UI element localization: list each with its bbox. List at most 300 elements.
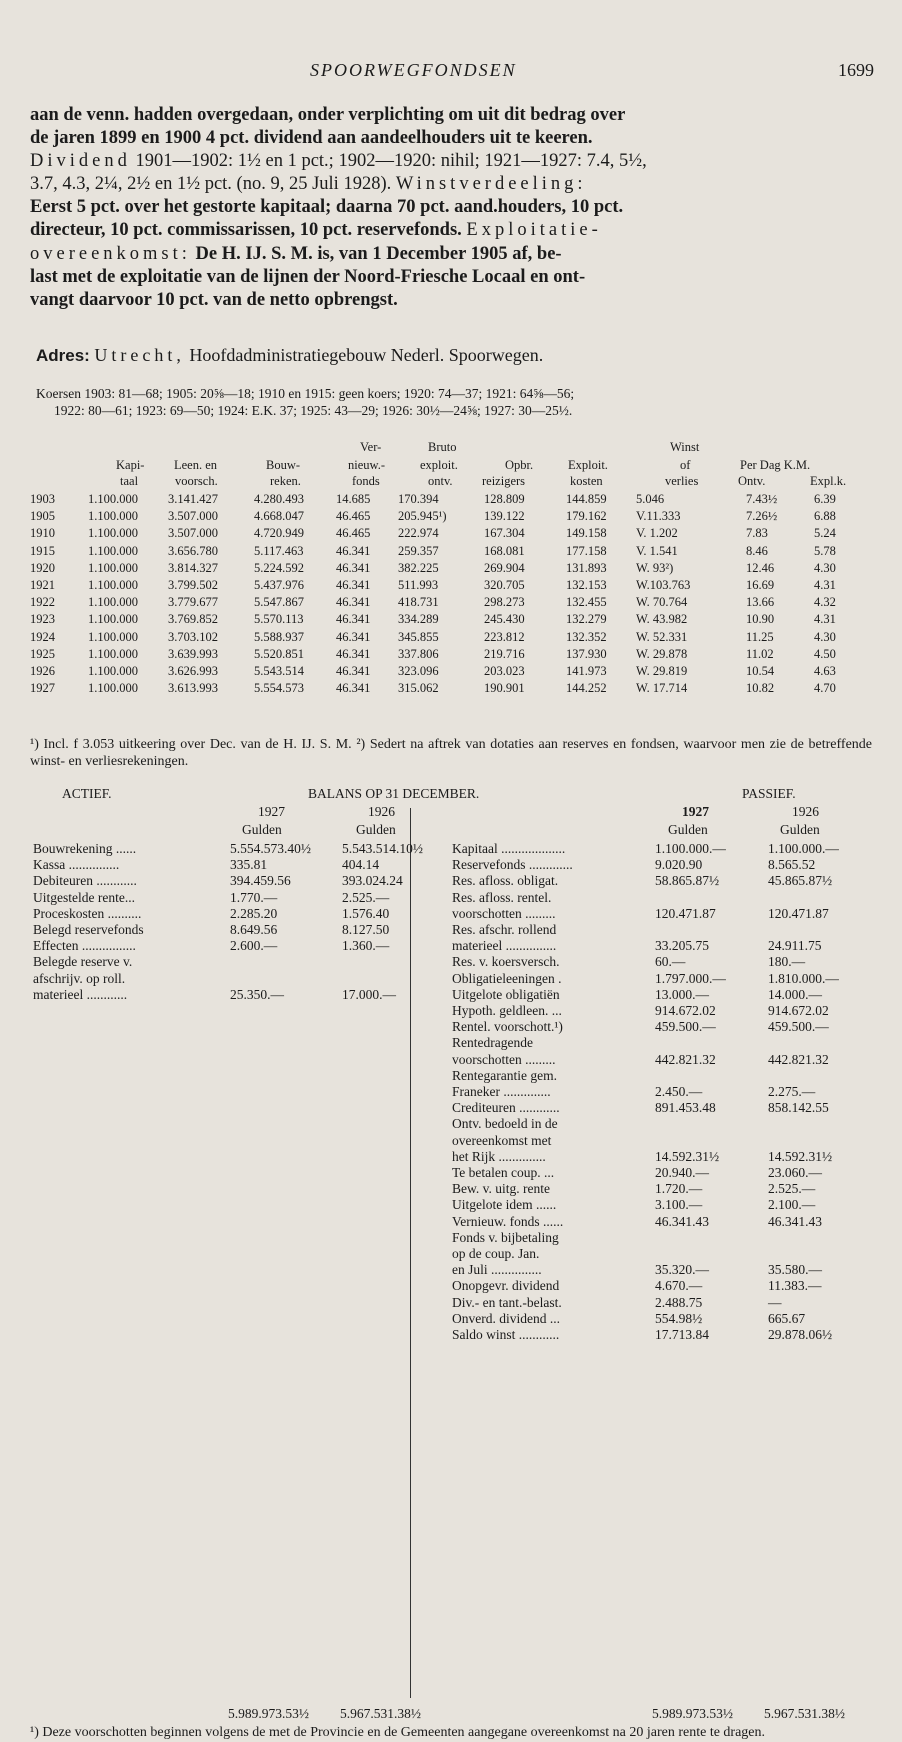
passief-v2: 180.— — [768, 954, 806, 970]
cell-vern: 46.341 — [336, 578, 371, 592]
cell-bouw: 5.588.937 — [254, 629, 304, 644]
passief-v2: 8.565.52 — [768, 857, 816, 873]
cell-leen: 3.626.993 — [168, 664, 218, 678]
col-header: Kapi- — [116, 458, 145, 472]
passief-v2: — — [768, 1294, 782, 1310]
passief-v2: 23.060.— — [768, 1165, 822, 1180]
passief-v2: 14.000.— — [768, 986, 822, 1002]
passief-v1: 1.100.000.— — [655, 841, 726, 856]
cell-kap: 1.100.000 — [88, 629, 138, 644]
total-actief-1927: 5.989.973.53½ — [228, 1706, 309, 1721]
exploitation-footnote: ¹) Incl. f 3.053 uitkeering over Dec. van de H. IJ. S. M. ²) Sedert na aftrek van dotaties aan reserves en fondsen, waarvoor men zie de betreffende winst- en verliesrekeningen. — [30, 737, 872, 769]
year-header: 1927 — [258, 804, 285, 819]
cell-leen: 3.799.502 — [168, 578, 218, 592]
cell-ontv: 10.82 — [746, 681, 775, 696]
cell-bruto: 337.806 — [398, 646, 439, 661]
actief-v1: 8.649.56 — [230, 922, 278, 937]
overeenkomst-label: overeenkomst: — [30, 243, 191, 264]
cell-bruto: 259.357 — [398, 543, 439, 558]
cell-opbr: 167.304 — [484, 526, 525, 541]
passief-label: Obligatieleeningen . — [452, 970, 562, 986]
passief-label: Res. afloss. rentel. — [452, 889, 552, 905]
actief-v2: 1.576.40 — [342, 905, 390, 921]
cell-kap: 1.100.000 — [88, 664, 138, 678]
cell-bruto: 511.993 — [398, 578, 439, 592]
column-divider — [410, 808, 411, 1698]
cell-vern: 46.465 — [336, 509, 371, 524]
actief-v2: 2.525.— — [342, 889, 390, 905]
actief-v2: 1.360.— — [342, 938, 390, 954]
cell-ontv: 11.25 — [746, 629, 774, 644]
passief-v1: 914.672.02 — [655, 1003, 716, 1018]
passief-v1: 1.797.000.— — [655, 970, 726, 986]
passief-v1: 442.821.32 — [655, 1051, 716, 1067]
col-header: Per Dag K.M. — [740, 458, 811, 472]
cell-expl: 4.31 — [814, 612, 836, 627]
cell-opbr: 190.901 — [484, 681, 525, 696]
col-header: Exploit. — [568, 458, 608, 472]
text-line: vangt daarvoor 10 pct. van de netto opbrengst. — [30, 289, 398, 310]
dividend-text-2: 3.7, 4.3, 2¼, 2½ en 1½ pct. (no. 9, 25 Juli 1928). — [30, 174, 396, 195]
cell-expl: 4.32 — [814, 595, 836, 610]
actief-v1: 25.350.— — [230, 986, 284, 1002]
passief-label: Onopgevr. dividend — [452, 1278, 560, 1294]
col-header: of — [680, 458, 691, 472]
passief-v1: 4.670.— — [655, 1278, 703, 1294]
cell-year: 1922 — [30, 595, 55, 610]
actief-v2: 5.543.514.10½ — [342, 841, 423, 856]
cell-expl: 4.30 — [814, 629, 836, 644]
cell-ontv: 16.69 — [746, 578, 775, 592]
page-number: 1699 — [838, 60, 874, 80]
passief-v1: 3.100.— — [655, 1197, 703, 1213]
cell-winst: W. 70.764 — [636, 595, 688, 610]
cell-leen: 3.141.427 — [168, 492, 218, 506]
address-text: Hoofdadministratiegebouw Nederl. Spoorwegen. — [184, 345, 544, 365]
cell-kost: 132.352 — [566, 629, 607, 644]
cell-kost: 137.930 — [566, 646, 607, 661]
passief-v1: 35.320.— — [655, 1262, 709, 1278]
passief-v2: 46.341.43 — [768, 1213, 822, 1229]
cell-expl: 6.39 — [814, 492, 836, 506]
actief-v2: 393.024.24 — [342, 873, 403, 889]
cell-opbr: 298.273 — [484, 595, 525, 610]
col-header: exploit. — [420, 458, 458, 472]
col-header: fonds — [352, 474, 380, 488]
cell-winst: W. 43.982 — [636, 612, 688, 627]
cell-year: 1915 — [30, 543, 55, 558]
col-header: taal — [120, 474, 139, 488]
passief-label: Vernieuw. fonds ...... — [452, 1213, 564, 1229]
col-header: Ontv. — [738, 474, 766, 488]
cell-kap: 1.100.000 — [88, 543, 138, 558]
text-segment: De H. IJ. S. M. is, van 1 December 1905 af, be- — [190, 243, 562, 264]
passief-v1: 58.865.87½ — [655, 873, 720, 889]
passief-v1: 459.500.— — [655, 1019, 716, 1035]
cell-kap: 1.100.000 — [88, 578, 138, 592]
cell-expl: 4.70 — [814, 681, 836, 696]
cell-year: 1926 — [30, 664, 55, 678]
passief-v2: 14.592.31½ — [768, 1148, 833, 1164]
cell-bouw: 4.720.949 — [254, 526, 304, 541]
passief-v2: 442.821.32 — [768, 1051, 829, 1067]
cell-vern: 46.341 — [336, 681, 371, 696]
cell-bruto: 170.394 — [398, 492, 439, 506]
passief-v2: 11.383.— — [768, 1278, 822, 1294]
cell-kap: 1.100.000 — [88, 681, 138, 696]
passief-label: Rentel. voorschott.¹) — [452, 1019, 563, 1035]
cell-year: 1923 — [30, 612, 55, 627]
col-header: Leen. en — [174, 458, 218, 472]
cell-ontv: 7.26½ — [746, 509, 778, 524]
actief-label: materieel ............ — [33, 986, 128, 1002]
cell-ontv: 8.46 — [746, 543, 768, 558]
cell-kap: 1.100.000 — [88, 492, 138, 506]
cell-kost: 144.859 — [566, 492, 607, 506]
unit-header: Gulden — [356, 822, 396, 837]
passief-v1: 2.450.— — [655, 1084, 703, 1099]
cell-leen: 3.703.102 — [168, 629, 218, 644]
passief-label: Res. afloss. obligat. — [452, 873, 559, 889]
cell-winst: 5.046 — [636, 492, 665, 506]
passief-v1: 13.000.— — [655, 986, 709, 1002]
passief-v1: 14.592.31½ — [655, 1148, 720, 1164]
year-header: 1927 — [682, 804, 709, 819]
cell-vern: 46.341 — [336, 543, 371, 558]
cell-bruto: 323.096 — [398, 664, 439, 678]
cell-winst: W. 29.878 — [636, 646, 688, 661]
text-line: Eerst 5 pct. over het gestorte kapitaal; daarna 70 pct. aand.houders, 10 pct. — [30, 197, 624, 218]
passief-label: overeenkomst met — [452, 1132, 552, 1148]
passief-v1: 60.— — [655, 954, 686, 970]
cell-year: 1925 — [30, 646, 55, 661]
passief-v2: 459.500.— — [768, 1019, 829, 1035]
cell-ontv: 7.83 — [746, 526, 768, 541]
cell-bouw: 5.570.113 — [254, 612, 304, 627]
passief-v2: 45.865.87½ — [768, 873, 833, 889]
passief-label: Te betalen coup. ... — [452, 1165, 555, 1180]
cell-bouw: 5.554.573 — [254, 681, 304, 696]
table-row — [30, 578, 872, 595]
passief-v2: 29.878.06½ — [768, 1327, 833, 1342]
passief-v1: 17.713.84 — [655, 1327, 709, 1342]
cell-bouw: 5.543.514 — [254, 664, 304, 678]
cell-ontv: 7.43½ — [746, 492, 778, 506]
cell-ontv: 12.46 — [746, 560, 775, 575]
actief-label: Proceskosten .......... — [33, 905, 142, 921]
passief-label: Res. afschr. rollend — [452, 922, 557, 937]
table-row — [30, 630, 872, 647]
cell-expl: 4.63 — [814, 664, 836, 678]
total-passief-1926: 5.967.531.38½ — [764, 1706, 845, 1721]
cell-leen: 3.814.327 — [168, 560, 218, 575]
company-description — [30, 104, 872, 312]
table-row — [30, 664, 872, 681]
actief-v1: 335.81 — [230, 857, 268, 873]
cell-opbr: 320.705 — [484, 578, 525, 592]
cell-bruto: 315.062 — [398, 681, 439, 696]
cell-bruto: 205.945¹) — [398, 509, 447, 524]
cell-bruto: 222.974 — [398, 526, 439, 541]
cell-expl: 4.31 — [814, 578, 836, 592]
cell-expl: 6.88 — [814, 509, 836, 524]
col-header: reken. — [270, 474, 301, 488]
passief-v2: 2.275.— — [768, 1084, 816, 1099]
cell-bruto: 334.289 — [398, 612, 439, 627]
cell-winst: W.103.763 — [636, 578, 691, 592]
passief-v2: 1.810.000.— — [768, 970, 839, 986]
cell-bruto: 382.225 — [398, 560, 439, 575]
cell-vern: 46.341 — [336, 560, 371, 575]
actief-label: afschrijv. op roll. — [33, 970, 126, 986]
cell-year: 1921 — [30, 578, 55, 592]
address-city: Utrecht, — [94, 345, 185, 365]
passief-label: Ontv. bedoeld in de — [452, 1116, 558, 1132]
unit-header: Gulden — [780, 822, 820, 837]
cell-kap: 1.100.000 — [88, 526, 138, 541]
cell-expl: 4.30 — [814, 560, 836, 575]
passief-label: PASSIEF. — [742, 786, 796, 801]
cell-kost: 132.153 — [566, 578, 607, 592]
col-header: Expl.k. — [810, 474, 847, 488]
passief-v2: 2.525.— — [768, 1181, 816, 1197]
passief-label: Rentedragende — [452, 1035, 533, 1051]
passief-label: Fonds v. bijbetaling — [452, 1229, 559, 1245]
cell-bruto: 345.855 — [398, 629, 439, 644]
table-row — [30, 544, 872, 561]
passief-v1: 46.341.43 — [655, 1213, 709, 1229]
cell-winst: W. 29.819 — [636, 664, 688, 678]
col-header: kosten — [570, 474, 603, 488]
passief-label: Div.- en tant.-belast. — [452, 1294, 562, 1310]
passief-v2: 2.100.— — [768, 1197, 816, 1213]
text-line: de jaren 1899 en 1900 4 pct. dividend aan aandeelhouders uit te keeren. — [30, 128, 593, 149]
running-title: SPOORWEGFONDSEN — [310, 60, 517, 80]
cell-winst: V. 1.202 — [636, 526, 678, 541]
cell-kap: 1.100.000 — [88, 595, 138, 610]
passief-label: Hypoth. geldleen. ... — [452, 1003, 562, 1018]
passief-v2: 914.672.02 — [768, 1003, 829, 1018]
cell-vern: 46.341 — [336, 595, 371, 610]
cell-opbr: 128.809 — [484, 492, 525, 506]
cell-year: 1924 — [30, 629, 55, 644]
cell-kap: 1.100.000 — [88, 560, 138, 575]
passief-label: Reservefonds ............. — [452, 857, 573, 873]
cell-year: 1910 — [30, 526, 55, 541]
cell-vern: 46.341 — [336, 646, 371, 661]
passief-label: op de coup. Jan. — [452, 1246, 540, 1261]
passief-v1: 120.471.87 — [655, 905, 716, 921]
exploitatie-label: Exploitatie- — [466, 220, 602, 241]
cell-bouw: 5.547.867 — [254, 595, 304, 610]
cell-leen: 3.769.852 — [168, 612, 218, 627]
cell-bouw: 5.437.976 — [254, 578, 304, 592]
total-passief-1927: 5.989.973.53½ — [652, 1706, 733, 1721]
passief-label: Onverd. dividend ... — [452, 1310, 560, 1326]
col-header: Bouw- — [266, 458, 301, 472]
passief-v2: 35.580.— — [768, 1262, 822, 1278]
cell-bruto: 418.731 — [398, 595, 439, 610]
cell-bouw: 4.668.047 — [254, 509, 304, 524]
dividend-text: 1901—1902: 1½ en 1 pct.; 1902—1920: nihil; 1921—1927: 7.4, 5½, — [130, 151, 647, 172]
cell-year: 1905 — [30, 509, 55, 524]
cell-winst: W. 52.331 — [636, 629, 688, 644]
actief-v2: 8.127.50 — [342, 922, 390, 937]
cell-expl: 4.50 — [814, 646, 836, 661]
passief-label: Uitgelote idem ...... — [452, 1197, 557, 1213]
winst-label: Winstverdeeling: — [395, 174, 587, 195]
cell-leen: 3.507.000 — [168, 509, 218, 524]
cell-leen: 3.613.993 — [168, 681, 218, 696]
balance-title: BALANS OP 31 DECEMBER. — [308, 786, 480, 801]
actief-v1: 5.554.573.40½ — [230, 841, 311, 856]
koersen-line-1: Koersen 1903: 81—68; 1905: 20⅝—18; 1910 en 1915: geen koers; 1920: 74—37; 1921: 64⅝—56; — [36, 386, 575, 401]
cell-kap: 1.100.000 — [88, 646, 138, 661]
col-header: nieuw.- — [348, 458, 386, 472]
cell-ontv: 11.02 — [746, 646, 774, 661]
col-header: Bruto — [428, 440, 457, 454]
cell-opbr: 219.716 — [484, 646, 525, 661]
actief-label: Kassa ............... — [33, 857, 120, 873]
passief-v2: 120.471.87 — [768, 905, 829, 921]
cell-kost: 149.158 — [566, 526, 607, 541]
passief-label: Uitgelote obligatiën — [452, 986, 560, 1002]
cell-bouw: 5.117.463 — [254, 543, 304, 558]
cell-kost: 131.893 — [566, 560, 607, 575]
col-header: voorsch. — [175, 474, 218, 488]
col-header: Ver- — [360, 440, 382, 454]
actief-label: Debiteuren ............ — [33, 873, 137, 889]
passief-label: Kapitaal ................... — [452, 841, 566, 856]
passief-label: materieel ............... — [452, 938, 557, 954]
cell-vern: 46.341 — [336, 612, 371, 627]
text-line — [30, 243, 872, 266]
unit-header: Gulden — [242, 822, 282, 837]
cell-kost: 177.158 — [566, 543, 607, 558]
actief-v1: 2.285.20 — [230, 905, 278, 921]
col-header: verlies — [665, 474, 699, 488]
cell-ontv: 10.54 — [746, 664, 775, 678]
cell-opbr: 203.023 — [484, 664, 525, 678]
cell-year: 1920 — [30, 560, 55, 575]
cell-kost: 141.973 — [566, 664, 607, 678]
table-row — [30, 647, 872, 664]
cell-vern: 46.465 — [336, 526, 371, 541]
cell-opbr: 168.081 — [484, 543, 525, 558]
cell-winst: W. 93²) — [636, 560, 674, 575]
total-actief-1926: 5.967.531.38½ — [340, 1706, 421, 1721]
passief-v1: 20.940.— — [655, 1165, 709, 1180]
balance-footnote: ¹) Deze voorschotten beginnen volgens de met de Provincie en de Gemeenten aangegane overeenkomst na 20 jaren rente te dragen. — [30, 1725, 766, 1740]
table-row — [30, 526, 872, 543]
actief-label: ACTIEF. — [62, 786, 112, 801]
passief-label: het Rijk .............. — [452, 1148, 546, 1164]
passief-label: Crediteuren ............ — [452, 1100, 560, 1116]
cell-leen: 3.639.993 — [168, 646, 218, 661]
cell-bouw: 5.224.592 — [254, 560, 304, 575]
cell-kost: 132.279 — [566, 612, 607, 627]
passief-label: voorschotten ......... — [452, 1051, 556, 1067]
cell-year: 1927 — [30, 681, 55, 696]
table-row — [30, 681, 872, 698]
passief-v1: 9.020.90 — [655, 857, 703, 873]
dividend-label: Dividend — [30, 151, 131, 172]
passief-label: Saldo winst ............ — [452, 1327, 560, 1342]
cell-kost: 144.252 — [566, 681, 607, 696]
cell-vern: 46.341 — [336, 629, 371, 644]
passief-v2: 858.142.55 — [768, 1100, 829, 1116]
year-header: 1926 — [368, 804, 395, 819]
text-line — [30, 173, 872, 196]
col-header: reizigers — [482, 474, 526, 488]
cell-ontv: 13.66 — [746, 595, 775, 610]
passief-v2: 665.67 — [768, 1310, 806, 1326]
actief-label: Belegde reserve v. — [33, 954, 133, 970]
cell-kap: 1.100.000 — [88, 509, 138, 524]
cell-bouw: 5.520.851 — [254, 646, 304, 661]
actief-v1: 394.459.56 — [230, 873, 291, 889]
cell-vern: 14.685 — [336, 492, 371, 506]
unit-header: Gulden — [668, 822, 708, 837]
cell-opbr: 139.122 — [484, 509, 525, 524]
cell-leen: 3.779.677 — [168, 595, 218, 610]
passief-v1: 554.98½ — [655, 1310, 703, 1326]
cell-kost: 132.455 — [566, 595, 607, 610]
passief-v1: 33.205.75 — [655, 938, 709, 954]
passief-v1: 1.720.— — [655, 1181, 703, 1197]
year-header: 1926 — [792, 804, 819, 819]
passief-v1: 2.488.75 — [655, 1294, 703, 1310]
cell-opbr: 223.812 — [484, 629, 525, 644]
actief-label: Effecten ................ — [33, 938, 136, 954]
table-row — [30, 492, 872, 509]
table-row — [30, 561, 872, 578]
passief-label: Res. v. koersversch. — [452, 954, 560, 970]
cell-winst: W. 17.714 — [636, 681, 688, 696]
col-header: Opbr. — [505, 458, 534, 472]
passief-label: Bew. v. uitg. rente — [452, 1181, 550, 1197]
col-header: ontv. — [428, 474, 453, 488]
text-line: last met de exploitatie van de lijnen der Noord-Friesche Locaal en ont- — [30, 266, 586, 287]
actief-label: Bouwrekening ...... — [33, 841, 137, 856]
actief-v2: 404.14 — [342, 857, 380, 873]
actief-v2: 17.000.— — [342, 986, 396, 1002]
cell-kap: 1.100.000 — [88, 612, 138, 627]
cell-ontv: 10.90 — [746, 612, 775, 627]
cell-leen: 3.507.000 — [168, 526, 218, 541]
table-row — [30, 595, 872, 612]
cell-vern: 46.341 — [336, 664, 371, 678]
cell-bouw: 4.280.493 — [254, 492, 304, 506]
passief-label: voorschotten ......... — [452, 905, 556, 921]
koersen-line-2: 1922: 80—61; 1923: 69—50; 1924: E.K. 37; 1925: 43—29; 1926: 30½—24⅝; 1927: 30—25½. — [54, 403, 573, 418]
passief-v2: 1.100.000.— — [768, 841, 839, 856]
running-header — [0, 56, 902, 86]
text-line — [30, 150, 872, 173]
cell-winst: V. 1.541 — [636, 543, 678, 558]
cell-kost: 179.162 — [566, 509, 607, 524]
actief-v1: 1.770.— — [230, 889, 278, 905]
cell-year: 1903 — [30, 492, 55, 506]
passief-v2: 24.911.75 — [768, 938, 822, 954]
passief-v1: 891.453.48 — [655, 1100, 716, 1116]
cell-expl: 5.78 — [814, 543, 836, 558]
col-header: Winst — [670, 440, 700, 454]
text-line: aan de venn. hadden overgedaan, onder verplichting om uit dit bedrag over — [30, 105, 626, 125]
cell-winst: V.11.333 — [636, 509, 681, 524]
cell-leen: 3.656.780 — [168, 543, 218, 558]
table-row — [30, 509, 872, 526]
